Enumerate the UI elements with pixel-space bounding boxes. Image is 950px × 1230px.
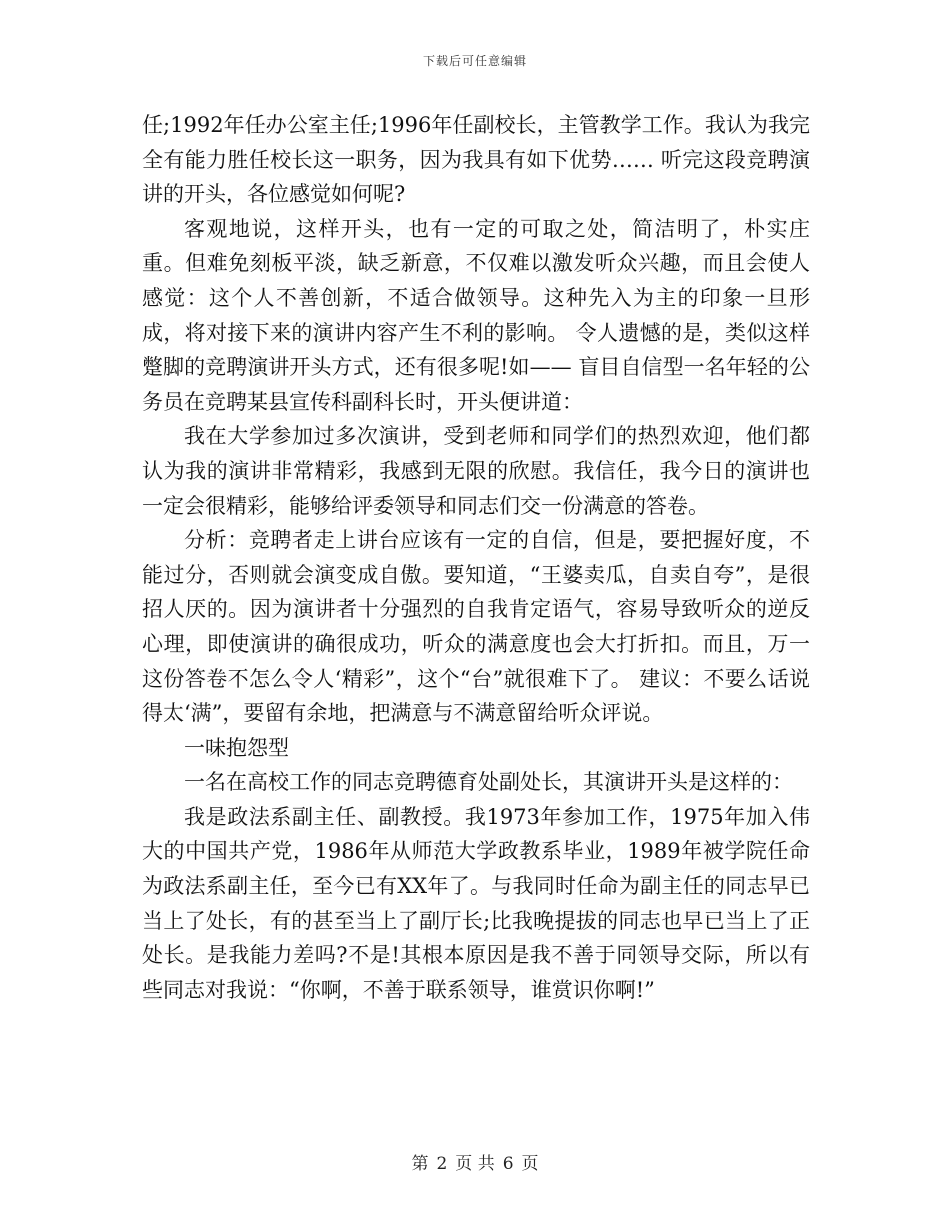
- section-heading: 一味抱怨型: [184, 735, 289, 760]
- page-label-suffix: 页: [521, 1154, 539, 1174]
- page-footer: [0, 1149, 950, 1174]
- paragraph-7: 我是政法系副主任、副教授。我1973年参加工作，1975年加入伟大的中国共产党，1986年从师范大学政教系毕业，1989年被学院任命为政法系副主任，至今已有XX年了。与我同时任命为副主任的同志早已当上了处长，有的甚至当上了副厅长;比我晚提拔的同志也早已当上了正处长。是我能力差吗?不是!其根本原因是我不善于同领导交际，所以有些同志对我说：“你啊，不善于联系领导，谁赏识你啊!”: [142, 804, 810, 1002]
- page-header: 下载后可任意编辑: [422, 54, 527, 68]
- paragraph-1: 任;1992年任办公室主任;1996年任副校长，主管教学工作。我认为我完全有能力胜任校长这一职务，因为我具有如下优势…… 听完这段竞聘演讲的开头，各位感觉如何呢?: [142, 113, 810, 207]
- current-page-number: 2: [436, 1154, 448, 1174]
- paragraph-6: 一名在高校工作的同志竞聘德育处副处长，其演讲开头是这样的：: [184, 770, 793, 795]
- page-label-middle: 页 共: [455, 1154, 495, 1174]
- paragraph-3: 我在大学参加过多次演讲，受到老师和同学们的热烈欢迎，他们都认为我的演讲非常精彩，我感到无限的欣慰。我信任，我今日的演讲也一定会很精彩，能够给评委领导和同志们交一份满意的答卷。: [142, 424, 810, 518]
- page-label-prefix: 第: [411, 1154, 429, 1174]
- paragraph-4: 分析：竞聘者走上讲台应该有一定的自信，但是，要把握好度，不能过分，否则就会演变成自傲。要知道，“王婆卖瓜，自卖自夸”，是很招人厌的。因为演讲者十分强烈的自我肯定语气，容易导致听众的逆反心理，即使演讲的确很成功，听众的满意度也会大打折扣。而且，万一这份答卷不怎么令人‘精彩”，这个“台”就很难下了。 建议：不要么话说得太‘满”，要留有余地，把满意与不满意留给听众评说。: [142, 528, 810, 726]
- document-body: [142, 108, 810, 1007]
- total-page-number: 6: [502, 1154, 514, 1174]
- paragraph-2: 客观地说，这样开头，也有一定的可取之处，简洁明了，朴实庄重。但难免刻板平淡，缺乏新意，不仅难以激发听众兴趣，而且会使人感觉：这个人不善创新，不适合做领导。这种先入为主的印象一旦形成，将对接下来的演讲内容产生不利的影响。 令人遗憾的是，类似这样蹩脚的竞聘演讲开头方式，还有很多呢!如—— 盲目自信型一名年轻的公务员在竞聘某县宣传科副科长时，开头便讲道：: [142, 216, 810, 414]
